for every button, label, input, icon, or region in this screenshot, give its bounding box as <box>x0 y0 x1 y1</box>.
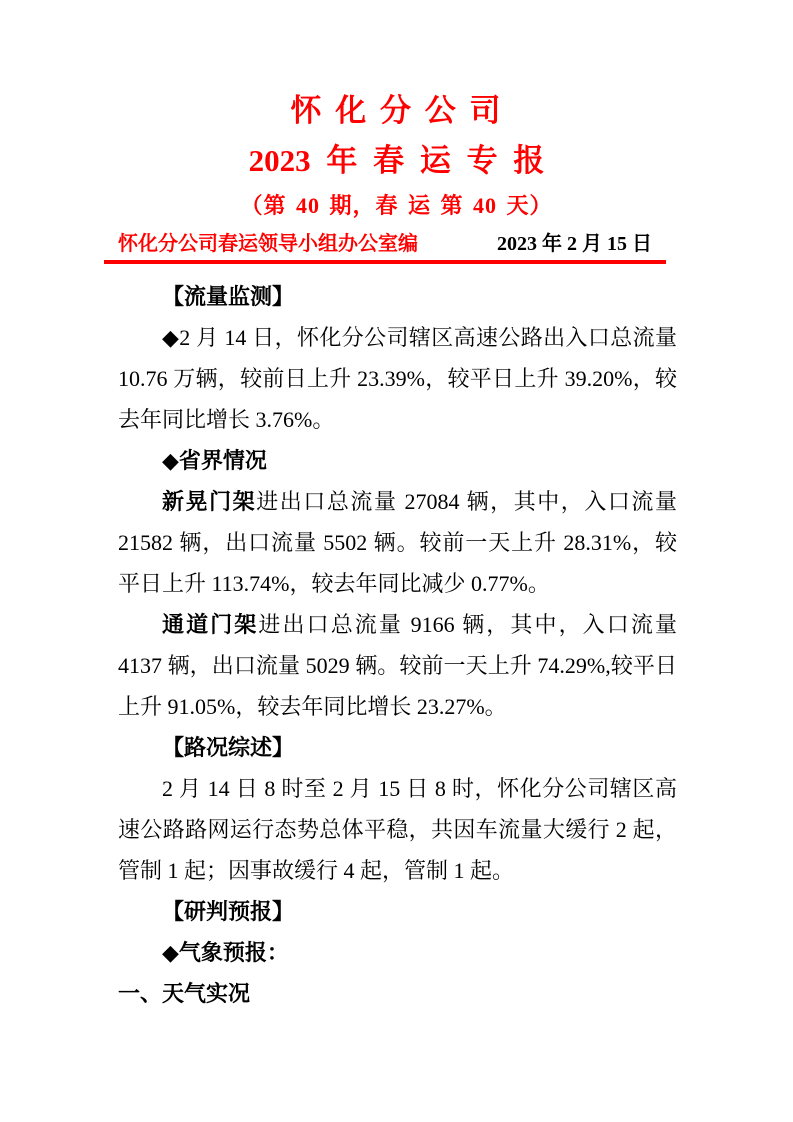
masthead-row <box>104 230 666 258</box>
section-head-flow-monitor: 【流量监测】 <box>162 284 295 309</box>
doc-issue-line: （第 40 期，春 运 第 40 天） <box>240 193 553 218</box>
paragraph-xinhuang-gantry <box>118 481 677 604</box>
tongdao-gantry-label: 通道门架 <box>162 612 259 637</box>
doc-title-line1: 怀 化 分 公 司 <box>290 93 503 128</box>
xinhuang-gantry-label: 新晃门架 <box>162 489 257 514</box>
xinhuang-gantry-stats: 进出口总流量 27084 辆，其中，入口流量 21582 辆，出口流量 5502 辆。较前一天上升 28.31%，较平日上升 113.74%，较去年同比减少 0.77%。 <box>118 489 677 596</box>
red-divider-rule <box>104 260 666 264</box>
paragraph-tongdao-gantry <box>118 604 677 727</box>
section-head-forecast: 【研判预报】 <box>162 899 295 924</box>
paragraph-road-conditions: 2 月 14 日 8 时至 2 月 15 日 8 时，怀化分公司辖区高速公路路网运行态势总体平稳，共因车流量大缓行 2 起，管制 1 起；因事故缓行 4 起，管制 1 起。 <box>118 776 677 883</box>
section-head-provincial-border: ◆省界情况 <box>162 448 267 473</box>
tongdao-gantry-stats: 进出口总流量 9166 辆，其中，入口流量 4137 辆，出口流量 5029 辆。较前一天上升 74.29%,较平日上升 91.05%，较去年同比增长 23.27%。 <box>118 612 677 719</box>
section-head-weather-forecast: ◆气象预报： <box>162 940 289 965</box>
document-title-block <box>0 0 793 226</box>
section-head-road-conditions: 【路况综述】 <box>162 735 295 760</box>
editor-label: 怀化分公司春运领导小组办公室编 <box>118 233 418 255</box>
issue-date: 2023 年 2 月 15 日 <box>497 233 652 255</box>
section-head-weather-actual: 一、天气实况 <box>118 981 251 1006</box>
document-body <box>118 276 677 1014</box>
paragraph-flow-summary: ◆2 月 14 日，怀化分公司辖区高速公路出入口总流量 10.76 万辆，较前日上升 23.39%，较平日上升 39.20%，较去年同比增长 3.76%。 <box>118 325 677 432</box>
doc-title-line2: 2023 年 春 运 专 报 <box>248 143 545 178</box>
